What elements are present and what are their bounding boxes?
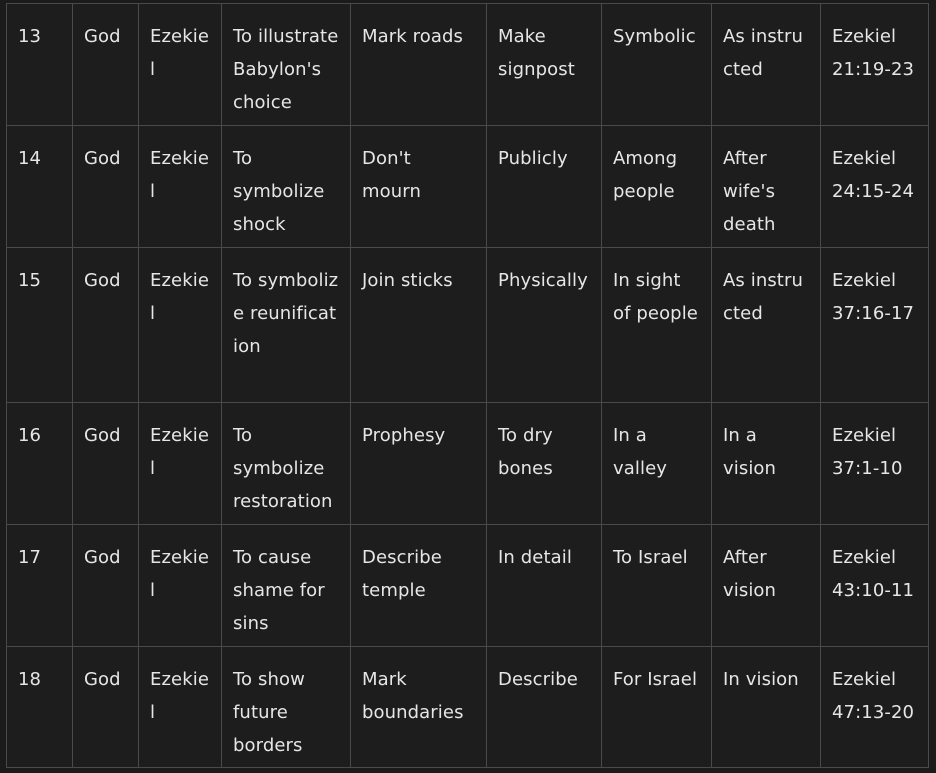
cell-purpose: To cause shame for sins <box>222 525 351 647</box>
cell-timing: After wife's death <box>712 126 821 248</box>
cell-reference: Ezekiel 47:13-20 <box>821 647 929 768</box>
cell-number: 14 <box>7 126 73 248</box>
cell-timing: In a vision <box>712 403 821 525</box>
table-container <box>6 3 929 768</box>
cell-reference: Ezekiel 21:19-23 <box>821 4 929 126</box>
cell-number: 15 <box>7 248 73 403</box>
cell-purpose: To symbolize restoration <box>222 403 351 525</box>
cell-reference: Ezekiel 24:15-24 <box>821 126 929 248</box>
cell-speaker: God <box>73 647 139 768</box>
cell-manner: Describe <box>487 647 602 768</box>
cell-speaker: God <box>73 525 139 647</box>
cell-action: Describe temple <box>351 525 487 647</box>
cell-number: 13 <box>7 4 73 126</box>
cell-number: 18 <box>7 647 73 768</box>
cell-action: Join sticks <box>351 248 487 403</box>
cell-setting: Symbolic <box>602 4 712 126</box>
cell-manner: To dry bones <box>487 403 602 525</box>
cell-manner: Make signpost <box>487 4 602 126</box>
table-row <box>7 126 929 248</box>
cell-setting: In a valley <box>602 403 712 525</box>
cell-number: 17 <box>7 525 73 647</box>
cell-setting: In sight of people <box>602 248 712 403</box>
cell-reference: Ezekiel 37:16-17 <box>821 248 929 403</box>
cell-manner: In detail <box>487 525 602 647</box>
cell-speaker: God <box>73 248 139 403</box>
cell-setting: To Israel <box>602 525 712 647</box>
cell-recipient: Ezekiel <box>139 647 222 768</box>
table-row <box>7 4 929 126</box>
cell-reference: Ezekiel 43:10-11 <box>821 525 929 647</box>
cell-number: 16 <box>7 403 73 525</box>
cell-recipient: Ezekiel <box>139 248 222 403</box>
cell-speaker: God <box>73 126 139 248</box>
cell-reference: Ezekiel 37:1-10 <box>821 403 929 525</box>
cell-action: Mark roads <box>351 4 487 126</box>
cell-purpose: To symbolize shock <box>222 126 351 248</box>
cell-timing: After vision <box>712 525 821 647</box>
cell-timing: As instructed <box>712 4 821 126</box>
cell-purpose: To symbolize reunification <box>222 248 351 403</box>
cell-manner: Publicly <box>487 126 602 248</box>
cell-action: Mark boundaries <box>351 647 487 768</box>
cell-recipient: Ezekiel <box>139 525 222 647</box>
cell-manner: Physically <box>487 248 602 403</box>
cell-setting: For Israel <box>602 647 712 768</box>
cell-purpose: To illustrate Babylon's choice <box>222 4 351 126</box>
cell-recipient: Ezekiel <box>139 403 222 525</box>
cell-action: Prophesy <box>351 403 487 525</box>
table-row <box>7 403 929 525</box>
data-table <box>6 3 929 768</box>
cell-setting: Among people <box>602 126 712 248</box>
cell-speaker: God <box>73 403 139 525</box>
cell-timing: As instructed <box>712 248 821 403</box>
cell-recipient: Ezekiel <box>139 126 222 248</box>
table-row <box>7 525 929 647</box>
cell-timing: In vision <box>712 647 821 768</box>
cell-recipient: Ezekiel <box>139 4 222 126</box>
cell-action: Don't mourn <box>351 126 487 248</box>
cell-speaker: God <box>73 4 139 126</box>
table-row <box>7 248 929 403</box>
cell-purpose: To show future borders <box>222 647 351 768</box>
table-row <box>7 647 929 768</box>
